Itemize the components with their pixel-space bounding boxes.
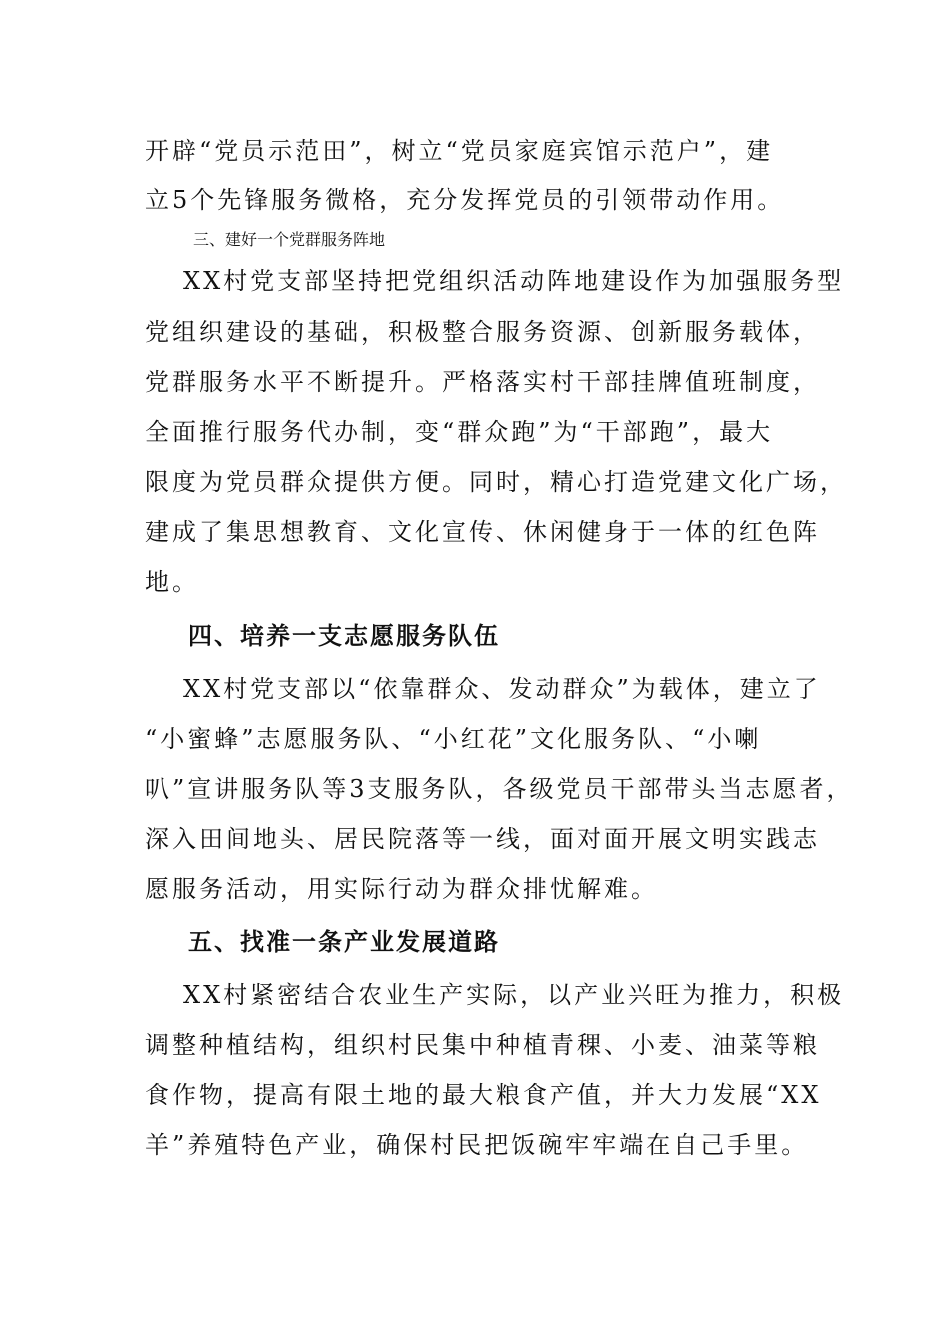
paragraph-line: XX村党支部坚持把党组织活动阵地建设作为加强服务型 bbox=[183, 267, 845, 295]
section-heading-5: 五、找准一条产业发展道路 bbox=[188, 927, 500, 956]
paragraph-line: “小蜜蜂”志愿服务队、“小红花”文化服务队、“小喇 bbox=[145, 725, 762, 753]
paragraph-line: 党群服务水平不断提升。严格落实村干部挂牌值班制度， bbox=[145, 368, 820, 396]
paragraph-line: 地。 bbox=[145, 568, 199, 596]
paragraph-line: 食作物，提高有限土地的最大粮食产值，并大力发展“XX bbox=[145, 1081, 822, 1109]
paragraph-line: 开辟“党员示范田”，树立“党员家庭宾馆示范户”，建 bbox=[145, 137, 774, 165]
paragraph-line: 建成了集思想教育、文化宣传、休闲健身于一体的红色阵 bbox=[145, 518, 820, 546]
section-heading-3: 三、建好一个党群服务阵地 bbox=[193, 230, 386, 249]
paragraph-line: 愿服务活动，用实际行动为群众排忧解难。 bbox=[145, 875, 658, 903]
paragraph-line: 调整种植结构，组织村民集中种植青稞、小麦、油菜等粮 bbox=[145, 1031, 820, 1059]
paragraph-line: XX村党支部以“依靠群众、发动群众”为载体，建立了 bbox=[183, 675, 821, 703]
section-heading-4: 四、培养一支志愿服务队伍 bbox=[188, 621, 500, 650]
paragraph-line: 叭”宣讲服务队等3支服务队，各级党员干部带头当志愿者， bbox=[145, 775, 854, 803]
paragraph-line: 深入田间地头、居民院落等一线，面对面开展文明实践志 bbox=[145, 825, 820, 853]
paragraph-line: 限度为党员群众提供方便。同时，精心打造党建文化广场， bbox=[145, 468, 847, 496]
paragraph-line: 羊”养殖特色产业，确保村民把饭碗牢牢端在自己手里。 bbox=[145, 1131, 809, 1159]
paragraph-line: 全面推行服务代办制，变“群众跑”为“干部跑”，最大 bbox=[145, 418, 774, 446]
paragraph-line: XX村紧密结合农业生产实际，以产业兴旺为推力，积极 bbox=[183, 981, 845, 1009]
paragraph-line: 立5个先锋服务微格，充分发挥党员的引领带动作用。 bbox=[145, 186, 785, 214]
paragraph-line: 党组织建设的基础，积极整合服务资源、创新服务载体， bbox=[145, 318, 820, 346]
